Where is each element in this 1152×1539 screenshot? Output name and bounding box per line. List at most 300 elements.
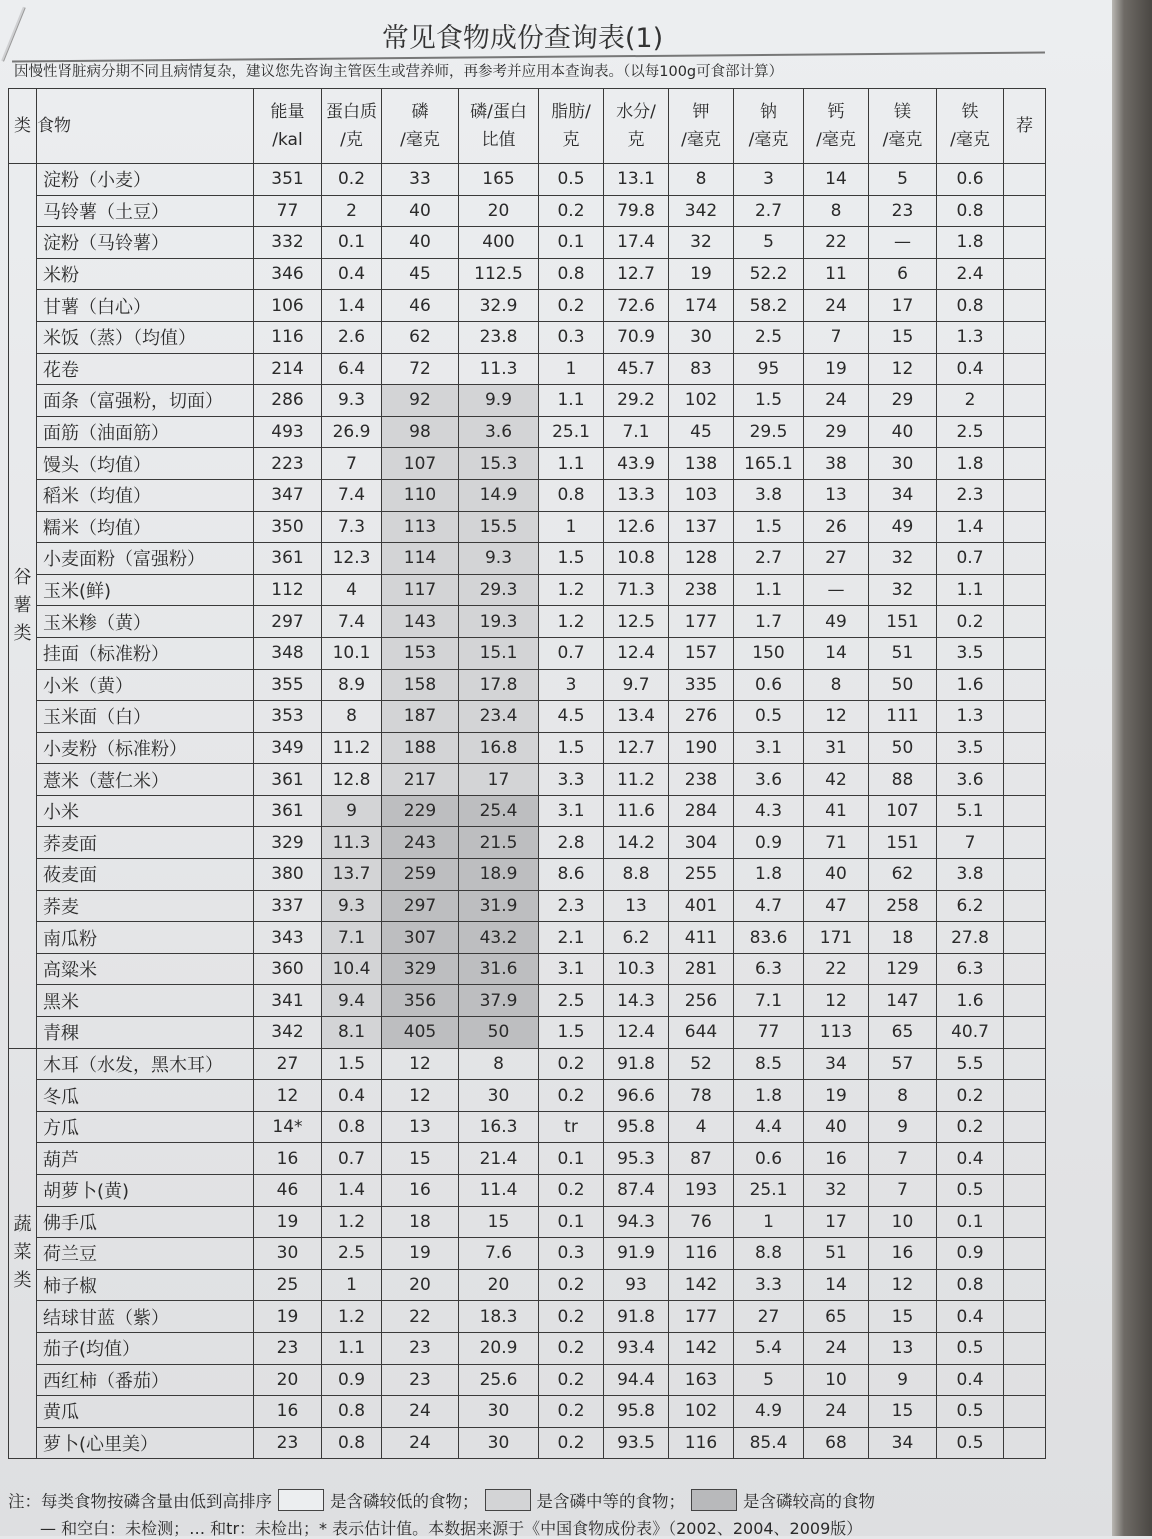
table-row [9, 890, 1046, 922]
cell-fat: 2.5 [539, 985, 604, 1017]
cell-water: 13 [604, 890, 669, 922]
food-name: 黑米 [37, 985, 254, 1017]
header-iron: 铁 /毫克 [937, 89, 1004, 164]
cell-potassium: 32 [669, 227, 734, 259]
cell-potassium: 284 [669, 795, 734, 827]
cell-iron: 0.5 [937, 1175, 1004, 1207]
cell-potassium: 102 [669, 385, 734, 417]
food-name: 稻米（均值） [37, 479, 254, 511]
food-name: 方瓜 [37, 1111, 254, 1143]
cell-potassium: 76 [669, 1206, 734, 1238]
food-name: 薏米（薏仁米） [37, 764, 254, 796]
cell-energy: 16 [254, 1396, 322, 1428]
food-name: 小米 [37, 795, 254, 827]
cell-magnesium: 34 [869, 1427, 937, 1459]
cell-sodium: 165.1 [734, 448, 804, 480]
cell-recommend [1004, 1111, 1046, 1143]
cell-p-protein-ratio: 20 [459, 195, 539, 227]
cell-p-protein-ratio: 43.2 [459, 922, 539, 954]
cell-calcium: 113 [804, 1017, 869, 1049]
cell-phosphorus: 45 [382, 258, 459, 290]
cell-iron: 3.5 [937, 637, 1004, 669]
cell-energy: 360 [254, 953, 322, 985]
table-row [9, 922, 1046, 954]
cell-phosphorus: 187 [382, 701, 459, 733]
cell-magnesium: 258 [869, 890, 937, 922]
cell-magnesium: 29 [869, 385, 937, 417]
cell-protein: 1 [322, 1269, 382, 1301]
cell-recommend [1004, 416, 1046, 448]
cell-energy: 214 [254, 353, 322, 385]
cell-recommend [1004, 258, 1046, 290]
cell-water: 12.5 [604, 606, 669, 638]
cell-magnesium: 5 [869, 164, 937, 196]
cell-energy: 493 [254, 416, 322, 448]
cell-fat: 1.5 [539, 732, 604, 764]
cell-energy: 25 [254, 1269, 322, 1301]
cell-protein: 1.4 [322, 290, 382, 322]
cell-calcium: 24 [804, 385, 869, 417]
legend-high-label: 是含磷较高的食物 [743, 1492, 875, 1511]
cell-protein: 12.8 [322, 764, 382, 796]
cell-p-protein-ratio: 17 [459, 764, 539, 796]
cell-iron: 2.3 [937, 479, 1004, 511]
cell-magnesium: 65 [869, 1017, 937, 1049]
cell-calcium: 8 [804, 669, 869, 701]
legend-prefix: 注：每类食物按磷含量由低到高排序 [8, 1492, 272, 1511]
food-name: 玉米面（白） [37, 701, 254, 733]
cell-phosphorus: 92 [382, 385, 459, 417]
cell-p-protein-ratio: 25.6 [459, 1364, 539, 1396]
cell-calcium: 7 [804, 321, 869, 353]
cell-phosphorus: 12 [382, 1080, 459, 1112]
cell-water: 91.8 [604, 1048, 669, 1080]
table-row [9, 827, 1046, 859]
cell-magnesium: 62 [869, 859, 937, 891]
cell-sodium: 8.5 [734, 1048, 804, 1080]
cell-fat: 3.1 [539, 953, 604, 985]
cell-phosphorus: 40 [382, 195, 459, 227]
cell-water: 12.7 [604, 258, 669, 290]
food-name: 葫芦 [37, 1143, 254, 1175]
cell-fat: 2.3 [539, 890, 604, 922]
cell-calcium: 11 [804, 258, 869, 290]
cell-magnesium: 7 [869, 1143, 937, 1175]
cell-magnesium: 129 [869, 953, 937, 985]
cell-water: 10.8 [604, 543, 669, 575]
cell-p-protein-ratio: 18.9 [459, 859, 539, 891]
cell-phosphorus: 23 [382, 1332, 459, 1364]
cell-water: 43.9 [604, 448, 669, 480]
cell-iron: 6.2 [937, 890, 1004, 922]
cell-phosphorus: 33 [382, 164, 459, 196]
cell-energy: 355 [254, 669, 322, 701]
cell-magnesium: 32 [869, 543, 937, 575]
cell-protein: 7.4 [322, 479, 382, 511]
table-row [9, 385, 1046, 417]
cell-p-protein-ratio: 165 [459, 164, 539, 196]
cell-fat: 0.2 [539, 1048, 604, 1080]
cell-calcium: 42 [804, 764, 869, 796]
cell-protein: 9 [322, 795, 382, 827]
cell-energy: 106 [254, 290, 322, 322]
cell-potassium: 174 [669, 290, 734, 322]
cell-phosphorus: 15 [382, 1143, 459, 1175]
cell-phosphorus: 110 [382, 479, 459, 511]
cell-p-protein-ratio: 50 [459, 1017, 539, 1049]
cell-p-protein-ratio: 14.9 [459, 479, 539, 511]
table-row [9, 1111, 1046, 1143]
cell-sodium: 2.7 [734, 195, 804, 227]
cell-phosphorus: 40 [382, 227, 459, 259]
cell-calcium: 24 [804, 1332, 869, 1364]
cell-protein: 9.3 [322, 890, 382, 922]
category-label: 蔬菜类 [9, 1048, 37, 1459]
cell-calcium: 14 [804, 164, 869, 196]
cell-potassium: 87 [669, 1143, 734, 1175]
cell-water: 6.2 [604, 922, 669, 954]
cell-fat: 1.5 [539, 543, 604, 575]
cell-sodium: 1.7 [734, 606, 804, 638]
cell-magnesium: 18 [869, 922, 937, 954]
cell-potassium: 256 [669, 985, 734, 1017]
cell-fat: 0.2 [539, 1427, 604, 1459]
cell-protein: 7.4 [322, 606, 382, 638]
table-row [9, 985, 1046, 1017]
cell-sodium: 0.6 [734, 669, 804, 701]
cell-potassium: 193 [669, 1175, 734, 1207]
cell-sodium: 0.6 [734, 1143, 804, 1175]
food-name: 馒头（均值） [37, 448, 254, 480]
cell-recommend [1004, 1206, 1046, 1238]
cell-recommend [1004, 543, 1046, 575]
cell-iron: 5.5 [937, 1048, 1004, 1080]
cell-fat: 25.1 [539, 416, 604, 448]
cell-iron: 0.2 [937, 1111, 1004, 1143]
cell-protein: 2 [322, 195, 382, 227]
cell-water: 70.9 [604, 321, 669, 353]
cell-energy: 112 [254, 574, 322, 606]
cell-phosphorus: 46 [382, 290, 459, 322]
cell-sodium: 1.5 [734, 511, 804, 543]
cell-protein: 8.1 [322, 1017, 382, 1049]
cell-sodium: 83.6 [734, 922, 804, 954]
table-header-row [9, 89, 1046, 164]
cell-iron: 0.9 [937, 1238, 1004, 1270]
food-name: 结球甘蓝（紫） [37, 1301, 254, 1333]
cell-iron: 40.7 [937, 1017, 1004, 1049]
cell-p-protein-ratio: 20.9 [459, 1332, 539, 1364]
cell-recommend [1004, 890, 1046, 922]
cell-iron: 0.2 [937, 606, 1004, 638]
table-row [9, 290, 1046, 322]
cell-protein: 12.3 [322, 543, 382, 575]
cell-phosphorus: 24 [382, 1396, 459, 1428]
cell-p-protein-ratio: 15.1 [459, 637, 539, 669]
cell-fat: 0.2 [539, 290, 604, 322]
cell-recommend [1004, 953, 1046, 985]
cell-iron: 6.3 [937, 953, 1004, 985]
food-name: 青稞 [37, 1017, 254, 1049]
cell-calcium: 29 [804, 416, 869, 448]
cell-recommend [1004, 764, 1046, 796]
cell-protein: 11.2 [322, 732, 382, 764]
cell-iron: 0.4 [937, 1143, 1004, 1175]
cell-water: 91.8 [604, 1301, 669, 1333]
cell-calcium: 65 [804, 1301, 869, 1333]
cell-calcium: 27 [804, 543, 869, 575]
cell-iron: 2.5 [937, 416, 1004, 448]
cell-energy: 20 [254, 1364, 322, 1396]
header-potassium: 钾 /毫克 [669, 89, 734, 164]
table-row [9, 606, 1046, 638]
cell-iron: 0.8 [937, 290, 1004, 322]
cell-sodium: 3.3 [734, 1269, 804, 1301]
cell-p-protein-ratio: 400 [459, 227, 539, 259]
cell-magnesium: 16 [869, 1238, 937, 1270]
cell-fat: 0.2 [539, 1175, 604, 1207]
cell-protein: 0.9 [322, 1364, 382, 1396]
cell-calcium: 19 [804, 1080, 869, 1112]
cell-phosphorus: 19 [382, 1238, 459, 1270]
cell-phosphorus: 259 [382, 859, 459, 891]
cell-fat: 8.6 [539, 859, 604, 891]
cell-energy: 23 [254, 1427, 322, 1459]
cell-recommend [1004, 1301, 1046, 1333]
cell-fat: 0.1 [539, 1143, 604, 1175]
cell-potassium: 45 [669, 416, 734, 448]
cell-potassium: 255 [669, 859, 734, 891]
shading-legend [8, 1488, 875, 1512]
cell-phosphorus: 153 [382, 637, 459, 669]
cell-recommend [1004, 827, 1046, 859]
cell-potassium: 103 [669, 479, 734, 511]
cell-p-protein-ratio: 112.5 [459, 258, 539, 290]
cell-p-protein-ratio: 32.9 [459, 290, 539, 322]
cell-iron: 0.6 [937, 164, 1004, 196]
cell-protein: 9.3 [322, 385, 382, 417]
cell-calcium: 31 [804, 732, 869, 764]
cell-phosphorus: 20 [382, 1269, 459, 1301]
cell-protein: 11.3 [322, 827, 382, 859]
header-phosphorus: 磷 /毫克 [382, 89, 459, 164]
cell-energy: 77 [254, 195, 322, 227]
cell-calcium: 68 [804, 1427, 869, 1459]
cell-sodium: 1.1 [734, 574, 804, 606]
cell-calcium: 71 [804, 827, 869, 859]
food-name: 小麦面粉（富强粉） [37, 543, 254, 575]
cell-potassium: 142 [669, 1269, 734, 1301]
cell-calcium: 41 [804, 795, 869, 827]
food-name: 玉米(鲜) [37, 574, 254, 606]
header-magnesium: 镁 /毫克 [869, 89, 937, 164]
cell-water: 12.7 [604, 732, 669, 764]
table-row [9, 1396, 1046, 1428]
cell-sodium: 6.3 [734, 953, 804, 985]
cell-potassium: 238 [669, 574, 734, 606]
cell-recommend [1004, 290, 1046, 322]
cell-protein: 2.6 [322, 321, 382, 353]
cell-energy: 16 [254, 1143, 322, 1175]
cell-fat: 1 [539, 511, 604, 543]
food-name: 茄子(均值） [37, 1332, 254, 1364]
cell-sodium: 0.9 [734, 827, 804, 859]
cell-energy: 361 [254, 795, 322, 827]
cell-p-protein-ratio: 21.5 [459, 827, 539, 859]
food-name: 淀粉（小麦） [37, 164, 254, 196]
food-name: 佛手瓜 [37, 1206, 254, 1238]
cell-phosphorus: 113 [382, 511, 459, 543]
food-name: 挂面（标准粉） [37, 637, 254, 669]
cell-recommend [1004, 637, 1046, 669]
background-surface [1112, 0, 1152, 1536]
table-row [9, 479, 1046, 511]
cell-energy: 348 [254, 637, 322, 669]
table-row [9, 1143, 1046, 1175]
cell-sodium: 85.4 [734, 1427, 804, 1459]
cell-protein: 8 [322, 701, 382, 733]
cell-phosphorus: 329 [382, 953, 459, 985]
cell-p-protein-ratio: 9.3 [459, 543, 539, 575]
cell-calcium: 22 [804, 227, 869, 259]
cell-sodium: 5.4 [734, 1332, 804, 1364]
food-name: 荞麦 [37, 890, 254, 922]
cell-recommend [1004, 511, 1046, 543]
cell-magnesium: 49 [869, 511, 937, 543]
cell-iron: 0.4 [937, 353, 1004, 385]
cell-phosphorus: 217 [382, 764, 459, 796]
cell-p-protein-ratio: 23.4 [459, 701, 539, 733]
cell-recommend [1004, 195, 1046, 227]
cell-p-protein-ratio: 8 [459, 1048, 539, 1080]
cell-protein: 8.9 [322, 669, 382, 701]
cell-protein: 0.4 [322, 1080, 382, 1112]
cell-calcium: 32 [804, 1175, 869, 1207]
cell-protein: 0.8 [322, 1427, 382, 1459]
cell-protein: 26.9 [322, 416, 382, 448]
cell-energy: 343 [254, 922, 322, 954]
cell-sodium: 77 [734, 1017, 804, 1049]
cell-recommend [1004, 1143, 1046, 1175]
cell-fat: 0.1 [539, 1206, 604, 1238]
table-row [9, 543, 1046, 575]
table-row [9, 1332, 1046, 1364]
header-protein: 蛋白质 /克 [322, 89, 382, 164]
cell-fat: 3 [539, 669, 604, 701]
header-recommend: 荐 [1004, 89, 1046, 164]
cell-potassium: 163 [669, 1364, 734, 1396]
cell-sodium: 3.8 [734, 479, 804, 511]
cell-p-protein-ratio: 30 [459, 1396, 539, 1428]
cell-calcium: 26 [804, 511, 869, 543]
cell-water: 95.8 [604, 1111, 669, 1143]
cell-energy: 297 [254, 606, 322, 638]
cell-magnesium: 50 [869, 669, 937, 701]
cell-p-protein-ratio: 30 [459, 1080, 539, 1112]
cell-p-protein-ratio: 11.4 [459, 1175, 539, 1207]
cell-phosphorus: 12 [382, 1048, 459, 1080]
cell-calcium: 14 [804, 637, 869, 669]
cell-sodium: 3.6 [734, 764, 804, 796]
cell-recommend [1004, 1017, 1046, 1049]
header-food: 食物 [37, 89, 254, 164]
table-row [9, 1301, 1046, 1333]
cell-energy: 27 [254, 1048, 322, 1080]
cell-protein: 0.7 [322, 1143, 382, 1175]
cell-water: 17.4 [604, 227, 669, 259]
cell-sodium: 4.9 [734, 1396, 804, 1428]
cell-water: 79.8 [604, 195, 669, 227]
cell-potassium: 83 [669, 353, 734, 385]
cell-magnesium: 57 [869, 1048, 937, 1080]
cell-recommend [1004, 164, 1046, 196]
table-row [9, 164, 1046, 196]
cell-iron: 1.3 [937, 701, 1004, 733]
cell-potassium: 19 [669, 258, 734, 290]
table-row [9, 1238, 1046, 1270]
cell-fat: 0.2 [539, 1080, 604, 1112]
cell-iron: 3.5 [937, 732, 1004, 764]
cell-potassium: 342 [669, 195, 734, 227]
cell-phosphorus: 98 [382, 416, 459, 448]
cell-energy: 223 [254, 448, 322, 480]
cell-magnesium: 10 [869, 1206, 937, 1238]
cell-magnesium: 107 [869, 795, 937, 827]
cell-fat: 0.8 [539, 479, 604, 511]
cell-iron: 3.6 [937, 764, 1004, 796]
cell-recommend [1004, 701, 1046, 733]
cell-potassium: 138 [669, 448, 734, 480]
cell-calcium: 40 [804, 1111, 869, 1143]
cell-p-protein-ratio: 16.3 [459, 1111, 539, 1143]
cell-protein: 0.8 [322, 1396, 382, 1428]
cell-calcium: 10 [804, 1364, 869, 1396]
table-row [9, 637, 1046, 669]
food-name: 莜麦面 [37, 859, 254, 891]
table-row [9, 859, 1046, 891]
cell-energy: 361 [254, 543, 322, 575]
cell-p-protein-ratio: 18.3 [459, 1301, 539, 1333]
cell-p-protein-ratio: 16.8 [459, 732, 539, 764]
cell-p-protein-ratio: 21.4 [459, 1143, 539, 1175]
cell-magnesium: 8 [869, 1080, 937, 1112]
food-name: 面条（富强粉，切面） [37, 385, 254, 417]
legend-swatch-low [278, 1489, 324, 1511]
cell-potassium: 128 [669, 543, 734, 575]
cell-potassium: 411 [669, 922, 734, 954]
cell-sodium: 0.5 [734, 701, 804, 733]
cell-sodium: 2.7 [734, 543, 804, 575]
table-row [9, 1080, 1046, 1112]
header-energy: 能量 /kal [254, 89, 322, 164]
cell-recommend [1004, 353, 1046, 385]
cell-protein: 6.4 [322, 353, 382, 385]
cell-magnesium: 151 [869, 606, 937, 638]
cell-p-protein-ratio: 15 [459, 1206, 539, 1238]
cell-fat: 1 [539, 353, 604, 385]
cell-sodium: 95 [734, 353, 804, 385]
table-row [9, 321, 1046, 353]
cell-potassium: 30 [669, 321, 734, 353]
cell-magnesium: 23 [869, 195, 937, 227]
cell-recommend [1004, 606, 1046, 638]
cell-calcium: 8 [804, 195, 869, 227]
cell-sodium: 58.2 [734, 290, 804, 322]
cell-sodium: 7.1 [734, 985, 804, 1017]
cell-energy: 353 [254, 701, 322, 733]
cell-iron: 5.1 [937, 795, 1004, 827]
cell-protein: 7.1 [322, 922, 382, 954]
